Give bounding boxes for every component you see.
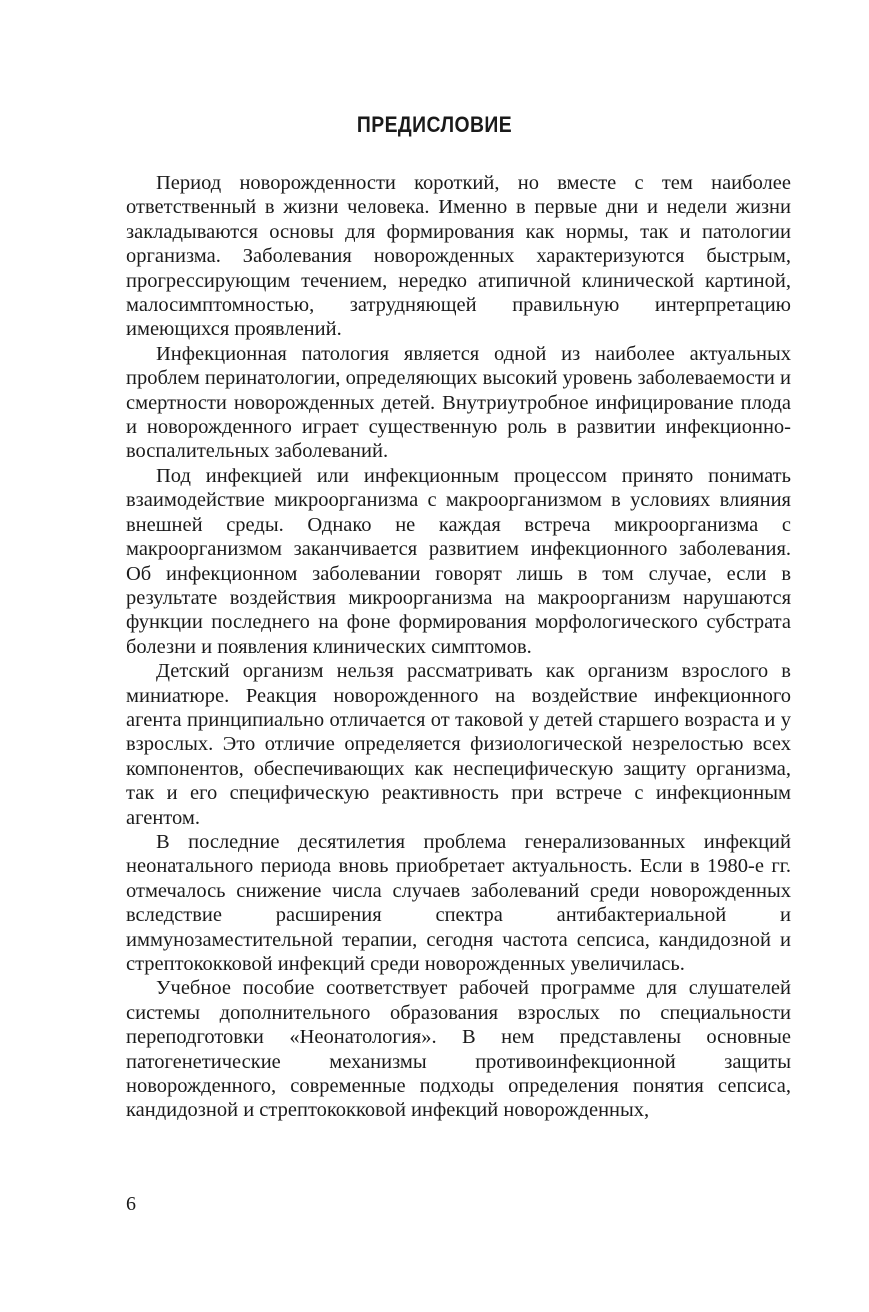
page-title: ПРЕДИСЛОВИЕ (356, 112, 513, 137)
paragraph: Период новорожденности короткий, но вместе с тем наиболее ответственный в жизни человека. Именно в первые дни и недели жизни закладываются основы для формирования как нормы, так и патологии организма. Заболевания новорожденных характеризуются быстрым, прогрессирующим течением, нередко атипичной клинической картиной, малосимптомностью, затрудняющей правильную интерпретацию имеющихся проявлений. (126, 172, 791, 341)
paragraph: Учебное пособие соответствует рабочей программе для слушателей системы дополнительного образования взрослых по специальности переподготовки «Неонатология». В нем представлены основные патогенетические механизмы противоинфекционной защиты новорожденного, современные подходы определения понятия сепсиса, кандидозной и стрептококковой инфекций новорожденных, (126, 977, 791, 1122)
paragraph: Инфекционная патология является одной из наиболее актуальных проблем перинатологии, определяющих высокий уровень заболеваемости и смертности новорожденных детей. Внутриутробное инфицирование плода и новорожденного играет существенную роль в развитии инфекционно-воспалительных заболеваний. (126, 342, 791, 463)
preface-body (126, 171, 791, 1123)
paragraph: Под инфекцией или инфекционным процессом принято понимать взаимодействие микроорганизма с макроорганизмом в условиях влияния внешней среды. Однако не каждая встреча микроорганизма с макроорганизмом заканчивается развитием инфекционного заболевания. Об инфекционном заболевании говорят лишь в том случае, если в результате воздействия микроорганизма на макроорганизм нарушаются функции последнего на фоне формирования морфологического субстрата болезни и появления клинических симптомов. (126, 464, 791, 658)
paragraph: Детский организм нельзя рассматривать как организм взрослого в миниатюре. Реакция новорожденного на воздействие инфекционного агента принципиально отличается от таковой у детей старшего возраста и у взрослых. Это отличие определяется физиологической незрелостью всех компонентов, обеспечивающих как неспецифическую защиту организма, так и его специфическую реактивность при встрече с инфекционным агентом. (126, 660, 791, 829)
page-number: 6 (126, 1193, 136, 1215)
paragraph: В последние десятилетия проблема генерализованных инфекций неонатального периода вновь приобретает актуальность. Если в 1980-е гг. отмечалось снижение числа случаев заболеваний среди новорожденных вследствие расширения спектра антибактериальной и иммунозаместительной терапии, сегодня частота сепсиса, кандидозной и стрептококковой инфекций среди новорожденных увеличилась. (126, 830, 791, 975)
